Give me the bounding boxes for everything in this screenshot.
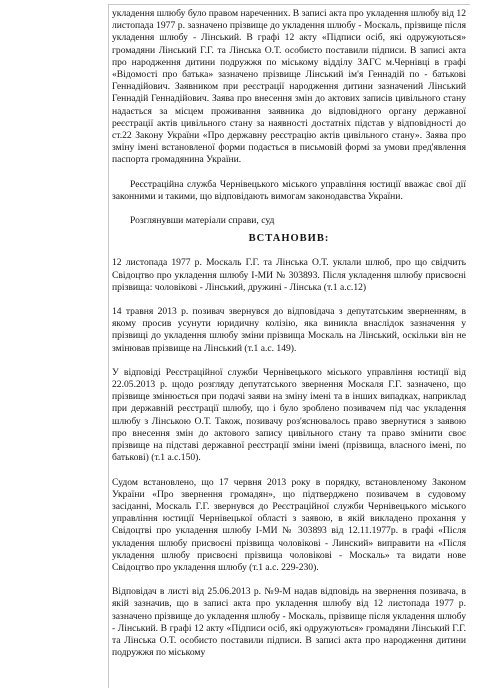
page-top-border (108, 4, 470, 5)
section-heading: ВСТАНОВИВ: (248, 233, 330, 245)
paragraph-1: укладення шлюбу було правом нареченних. В записі акта про укладення шлюбу від 12 листопада 1977 р. зазначено прізвище до укладення шлюбу - Москаль, прізвище після укладення шлюбу - Лінський. В графі 12 акту «Підписи осіб, які одружуються» громадяни Лінський Г.Г. та Лінська О.Т. особисто поставили підписи. В записі акта про народження дитини подружжя по міському відділу ЗАГС м.Чернівці в графі «Відомості про батька» зазначено прізвище Лінський ім'я Геннадій по - батькові Геннадійович. Заявником при реєстрації народження дитини зазначений Лінський Геннадій Геннадійович. Заява про внесення змін до актових записів цивільного стану надається за місцем проживання заявника до відповідного органу державної реєстрації актів цивільного стану за наявності достатніх підстав у відповідності до ст.22 Закону України «Про державну реєстрацію актів цивільного стану». Заява про зміну імені встановленої форми подається в письмовій формі за умови пред'явлення паспорта громадянина України. (112, 8, 466, 166)
paragraph-7: Судом встановлено, що 17 червня 2013 року в порядку, встановленому Законом України «Про звернення громадян», що підтверджено позивачем в судовому засіданні, Москаль Г.Г. звернувся до Реєстраційної служби Чернівецького міського управління юстиції Чернівецької області з заявою, в якій викладено прохання у Свідоцтві про укладення шлюбу І-МИ № 303893 від 12.11.1977р. в графі «Після укладення шлюбу присвоєні прізвища чоловікові - Линский» виправити на «Після укладення шлюбу присвоєні прізвища чоловікові - Москаль» та видати нове Свідоцтво про укладення шлюбу (т.1 а.с. 229-230). (112, 476, 466, 573)
paragraph-4: 12 листопада 1977 р. Москаль Г.Г. та Лінська О.Т. уклали шлюб, про що свідчить Свідоцтво про укладення шлюбу І-МИ № 303893. Після укладення шлюбу присвоєні прізвища: чоловікові - Лінський, дружині - Лінська (т.1 а.с.12) (112, 257, 466, 293)
paragraph-5: 14 травня 2013 р. позивач звернувся до відповідача з депутатським зверненням, в якому просив усунути юридичну колізію, яка виникла внаслідок зазначення у прізвищі до укладення шлюбу зміни прізвища Москаль на Лінський, оскільки він не змінював прізвище на Лінський (т.1 а.с. 149). (112, 306, 466, 354)
page-left-border (108, 4, 109, 688)
paragraph-6: У відповіді Реєстраційної служби Чернівецького міського управління юстиції від 22.05.2013 р. щодо розгляду депутатського звернення Москаля Г.Г. зазначено, що прізвище змінюється при подачі заяви на зміну імені та в інших випадках, наприклад при державній реєстрації шлюбу, що і було зроблено позивачем під час укладення шлюбу з Лінською О.Т. Також, позивачу роз'яснювалось право звернутися з заявою про внесення змін до актового запису цивільного стану та право змінити своє прізвище на підставі державної реєстрації зміни імені (прізвища, власного імені, по батькові) (т.1 а.с.150). (112, 366, 466, 464)
paragraph-2: Реєстраційна служба Чернівецького міського управління юстиції вважає свої дії законними и такими, що відповідають вимогам законодавства України. (112, 178, 466, 202)
paragraph-8: Відповідач в листі від 25.06.2013 р. №9-М надав відповідь на звернення позивача, в якій зазначив, що в записі акта про укладення шлюбу від 12 листопада 1977 р. зазначено прізвище до укладення шлюбу - Москаль, прізвище після укладення шлюбу - Лінський. В графі 12 акту «Підписи осіб, які одружуються» громадяни Лінський Г.Г. та Лінська О.Т. особисто поставили підписи. В записі акта про народження дитини подружжя по міському (112, 586, 466, 659)
paragraph-3: Розглянувши матеріали справи, суд (130, 215, 275, 227)
